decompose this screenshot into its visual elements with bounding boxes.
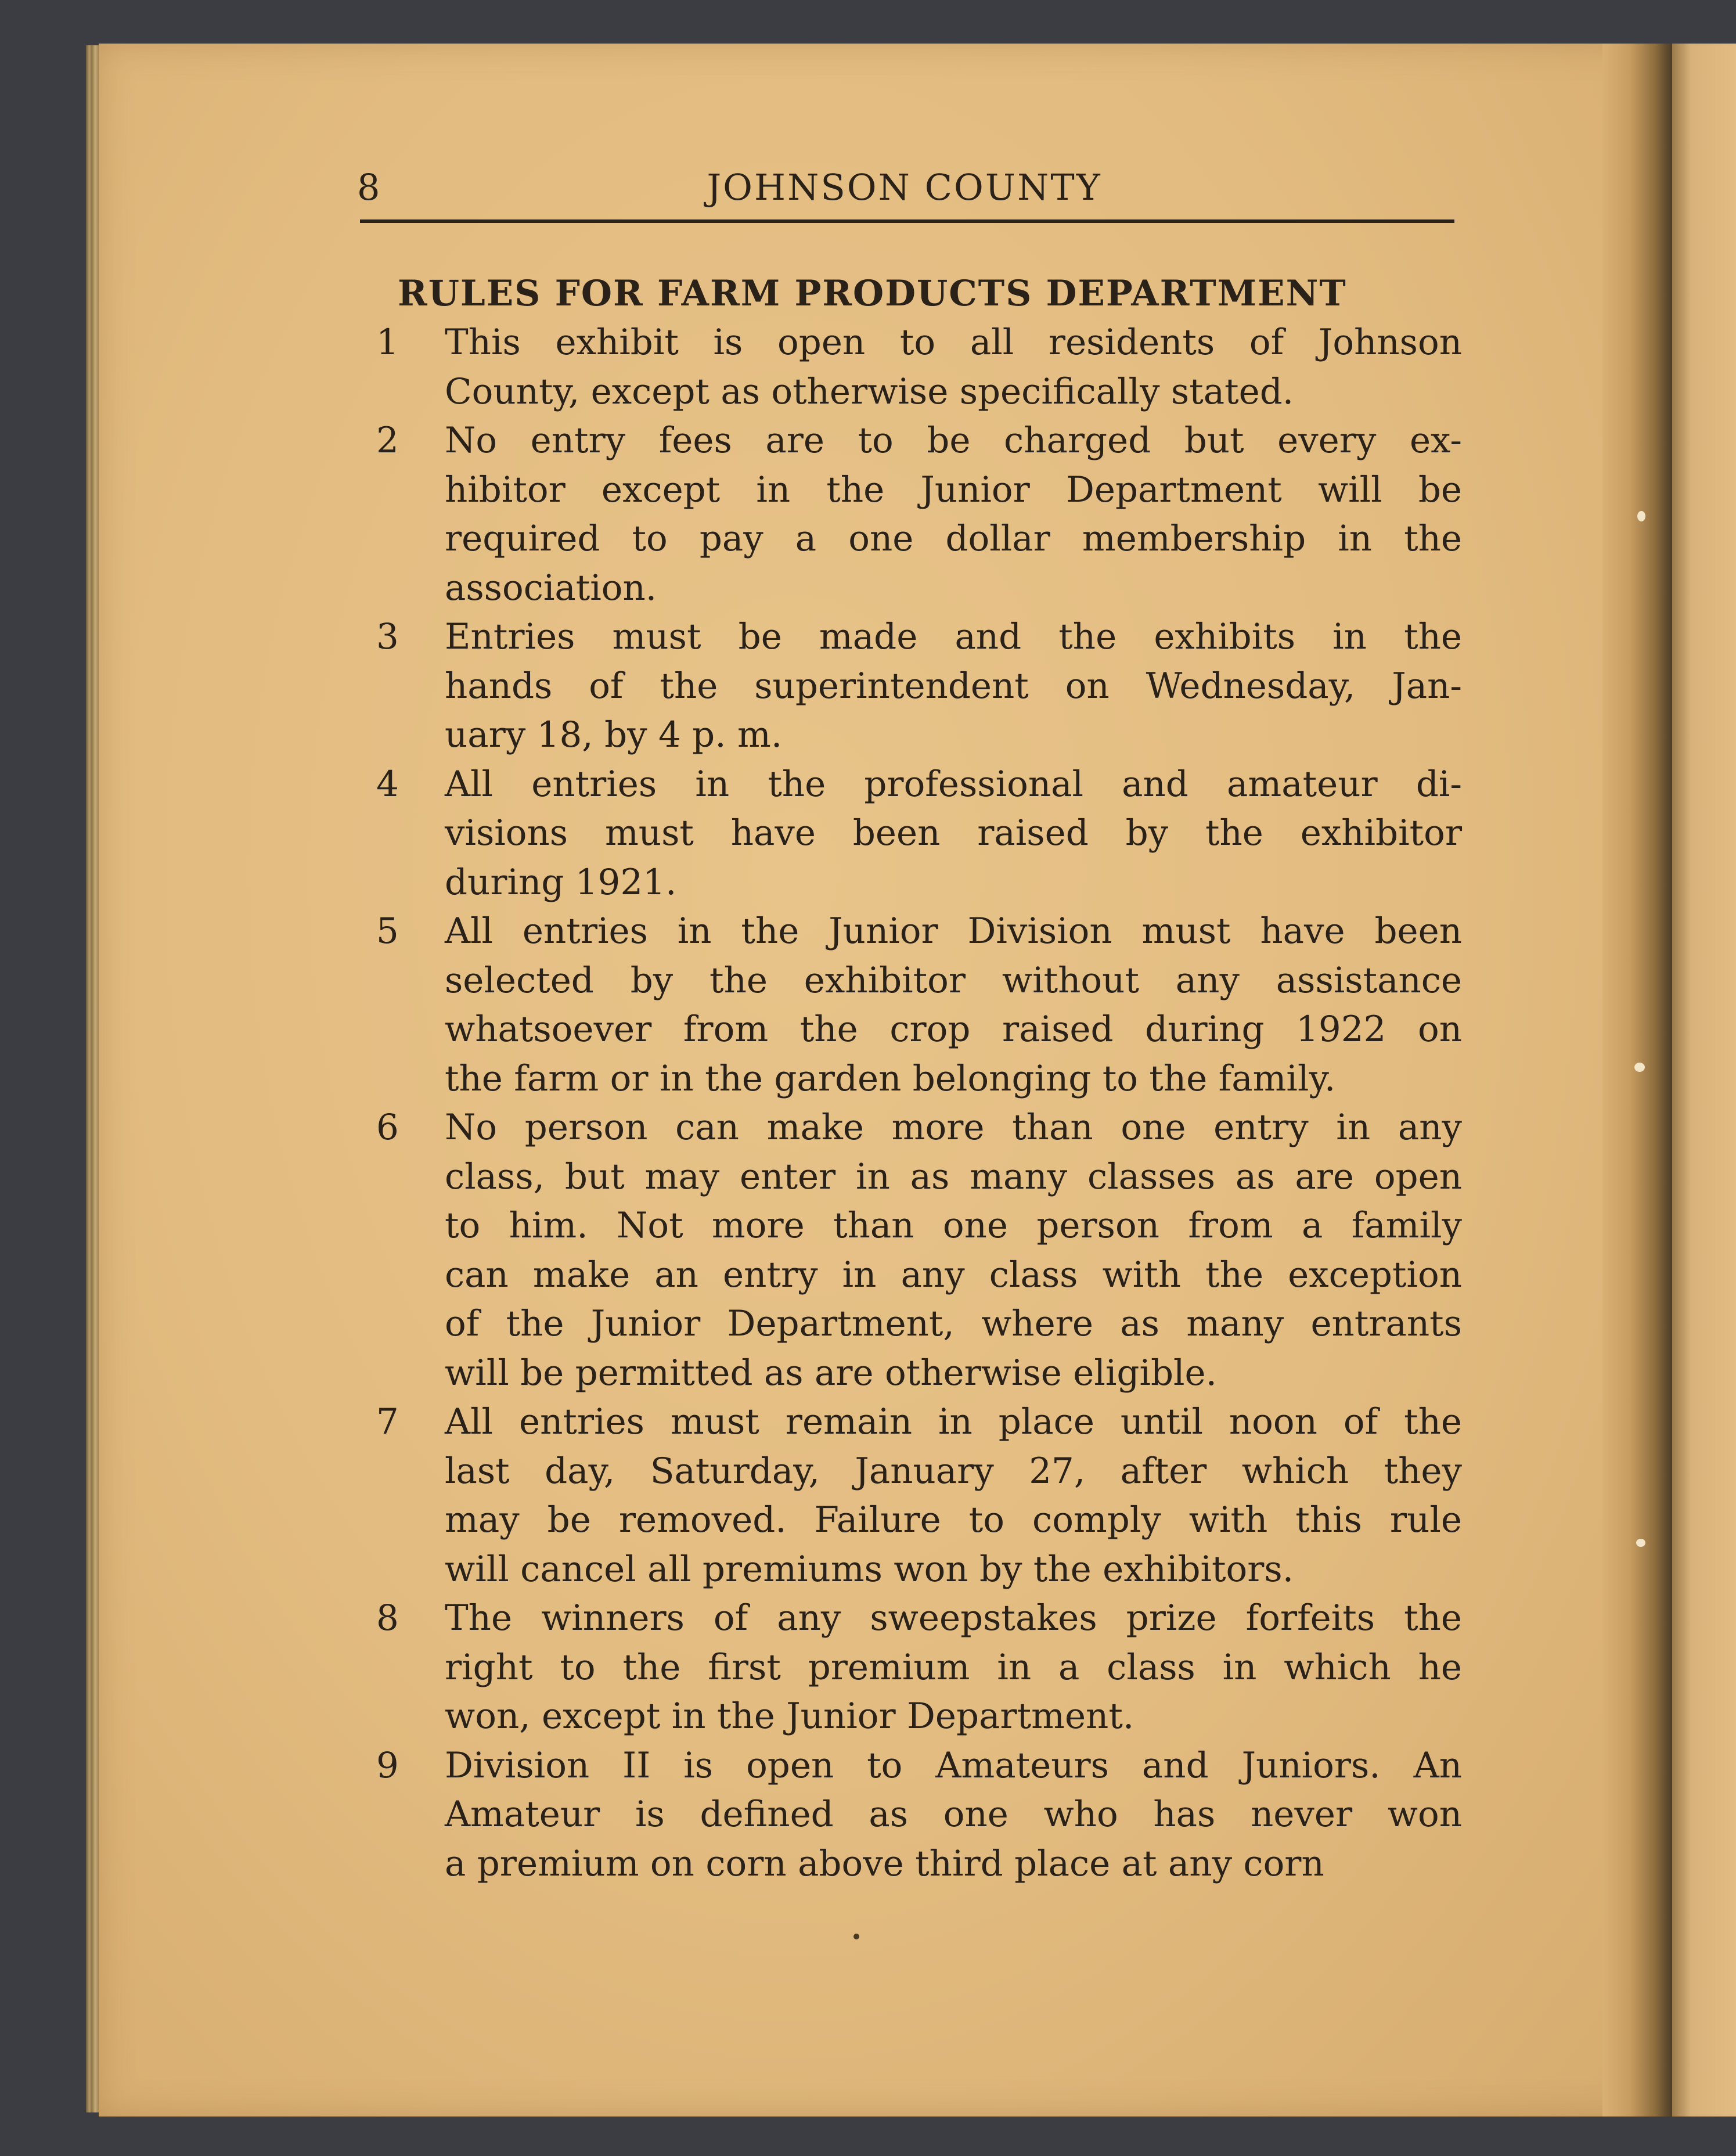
rule-text-line: association. xyxy=(445,567,657,609)
rule-number: 9 xyxy=(376,1744,399,1786)
rule-text-line: County, except as otherwise specifically stated. xyxy=(445,370,1294,412)
rule-text-line: will be permitted as are otherwise eligible. xyxy=(445,1352,1217,1394)
paper-speck xyxy=(853,1934,859,1939)
rule-text-line: All entries in the professional and amateur di- xyxy=(445,763,1462,805)
rule-text-line: class, but may enter in as many classes as are open xyxy=(445,1156,1462,1197)
rule-text-line: can make an entry in any class with the exception xyxy=(445,1254,1462,1295)
rule-text-line: The winners of any sweepstakes prize forfeits the xyxy=(445,1597,1462,1639)
page-header xyxy=(357,166,1452,218)
rule-text-line: All entries in the Junior Division must have been xyxy=(445,910,1462,952)
rule-text-line: won, except in the Junior Department. xyxy=(445,1696,1134,1737)
rule-text-line: right to the first premium in a class in which he xyxy=(445,1646,1462,1688)
header-rule xyxy=(360,219,1454,223)
rule-number: 6 xyxy=(376,1107,399,1148)
rule-text-line: of the Junior Department, where as many entrants xyxy=(445,1303,1462,1344)
rule-text-line: required to pay a one dollar membership in the xyxy=(445,518,1462,559)
rule-item xyxy=(376,416,1462,613)
rule-item xyxy=(376,1398,1462,1594)
rule-text-line: will cancel all premiums won by the exhibitors. xyxy=(445,1548,1294,1590)
rule-text-line: No entry fees are to be charged but every ex- xyxy=(445,420,1462,461)
rule-text-line: All entries must remain in place until noon of the xyxy=(445,1401,1462,1442)
rule-item xyxy=(376,1594,1462,1741)
rule-text-line: Amateur is defined as one who has never won xyxy=(445,1794,1462,1835)
rule-item xyxy=(376,613,1462,760)
rule-number: 1 xyxy=(376,322,399,363)
rule-number: 5 xyxy=(376,910,399,952)
rules-list xyxy=(376,318,1462,1888)
rule-item xyxy=(376,907,1462,1103)
section-title: RULES FOR FARM PRODUCTS DEPARTMENT xyxy=(398,273,1347,314)
facing-page-edge xyxy=(1672,44,1736,2117)
rule-text-line: hibitor except in the Junior Department will be xyxy=(445,469,1462,510)
rule-text-line: a premium on corn above third place at any corn xyxy=(445,1842,1324,1884)
rule-item xyxy=(376,1741,1462,1889)
rule-text-line: whatsoever from the crop raised during 1922 on xyxy=(445,1009,1462,1050)
rule-text-line: last day, Saturday, January 27, after which they xyxy=(445,1450,1462,1492)
paper-speck xyxy=(1634,1063,1645,1072)
paper-speck xyxy=(1637,511,1645,521)
rule-text-line: hands of the superintendent on Wednesday, Jan- xyxy=(445,665,1462,707)
rule-text-line: No person can make more than one entry in any xyxy=(445,1107,1462,1148)
rule-text-line: selected by the exhibitor without any assistance xyxy=(445,959,1462,1001)
rule-item xyxy=(376,1103,1462,1398)
rule-text-line: This exhibit is open to all residents of Johnson xyxy=(445,322,1462,363)
rule-number: 2 xyxy=(376,420,399,461)
rule-number: 8 xyxy=(376,1597,399,1639)
rule-text-line: Division II is open to Amateurs and Juniors. An xyxy=(445,1744,1462,1786)
running-title: JOHNSON COUNTY xyxy=(707,166,1102,208)
rule-item xyxy=(376,318,1462,416)
rule-text-line: uary 18, by 4 p. m. xyxy=(445,714,783,755)
page-number: 8 xyxy=(357,166,381,208)
rule-text-line: may be removed. Failure to comply with this rule xyxy=(445,1499,1462,1540)
rule-number: 3 xyxy=(376,616,399,657)
rule-text-line: the farm or in the garden belonging to the family. xyxy=(445,1057,1336,1099)
rule-text-line: visions must have been raised by the exhibitor xyxy=(445,812,1462,854)
rule-text-line: during 1921. xyxy=(445,861,677,903)
binding-gutter xyxy=(1602,44,1672,2117)
rule-text-line: to him. Not more than one person from a family xyxy=(445,1205,1462,1246)
rule-number: 7 xyxy=(376,1401,399,1442)
rule-item xyxy=(376,760,1462,908)
paper-speck xyxy=(1636,1539,1645,1547)
rule-text-line: Entries must be made and the exhibits in the xyxy=(445,616,1462,657)
rule-number: 4 xyxy=(376,763,399,805)
